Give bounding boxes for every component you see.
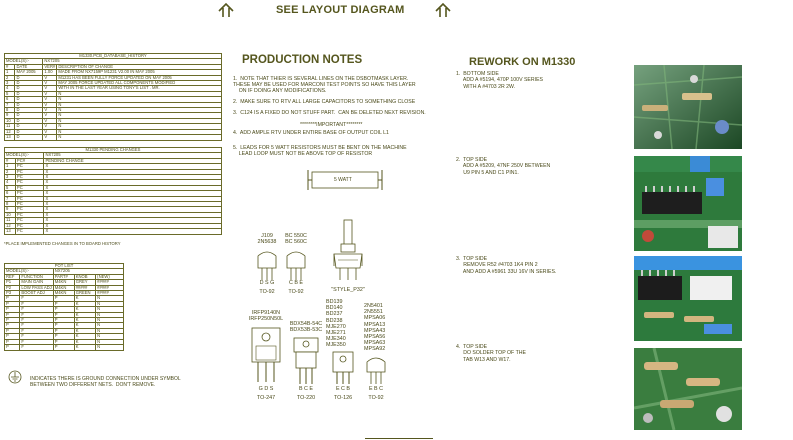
pending-cell: X	[44, 196, 222, 201]
pending-cell: X	[44, 223, 222, 228]
pending-cell: 13	[5, 229, 16, 234]
potlist-cell: P	[5, 345, 20, 350]
to92-c-drawing	[365, 356, 387, 388]
potlist-cell: N	[96, 296, 124, 301]
history-cell: D	[15, 108, 43, 113]
potlist-cell: F	[20, 334, 53, 339]
pending-footnote: *PLACE IMPLEMENTED CHANGES IN TO BOARD HISTORY	[4, 241, 121, 246]
potlist-cell: M4KN	[53, 285, 74, 290]
history-model-value: NX7205	[43, 59, 222, 64]
potlist-cell: K	[74, 312, 95, 317]
history-column-header: VER#	[44, 64, 56, 69]
rework-photo-2	[634, 156, 742, 251]
history-column-header: DATE	[15, 64, 43, 69]
pending-cell: X	[44, 185, 222, 190]
history-cell: WITH IN THE LAST YEAR USING TONY'S LIST . MR.	[57, 86, 222, 91]
potlist-cell: GREY	[74, 280, 95, 285]
potlist-cell: F	[20, 301, 53, 306]
history-cell: N	[57, 102, 222, 107]
potlist-cell: K	[74, 323, 95, 328]
history-cell: 1	[5, 70, 15, 75]
to247-parts: IRFP9140N IRFP250N50L	[248, 310, 284, 323]
potlist-cell: P	[5, 312, 20, 317]
history-cell: 2	[5, 75, 15, 80]
pending-cell: X	[44, 212, 222, 217]
history-cell: MAY 2005	[15, 70, 43, 75]
potlist-cell: P3	[5, 291, 20, 296]
pending-cell: X	[44, 180, 222, 185]
history-cell: 11	[5, 124, 15, 129]
history-cell: D	[15, 91, 43, 96]
pending-cell: PC	[15, 202, 44, 207]
pot-model-value: NX7205	[53, 269, 123, 274]
history-cell: V	[43, 86, 57, 91]
resistor-5w-label: 5 WATT	[334, 177, 352, 183]
pending-cell: X	[44, 218, 222, 223]
to220-drawing	[292, 336, 320, 388]
potlist-cell: P1	[5, 280, 20, 285]
history-cell: D	[15, 124, 43, 129]
pending-cell: PC	[15, 191, 44, 196]
history-cell: V	[43, 108, 57, 113]
history-cell: V	[43, 124, 57, 129]
history-cell: 4	[5, 86, 15, 91]
potlist-cell: P	[53, 301, 74, 306]
potlist-cell: P	[5, 334, 20, 339]
history-cell: 13	[5, 135, 15, 140]
to92-c-pins: E B C	[368, 386, 384, 392]
pending-cell: X	[44, 175, 222, 180]
history-cell: D	[15, 135, 43, 140]
history-cell: D	[15, 113, 43, 118]
to92-b-pins: C B E	[288, 280, 304, 286]
to126-drawing	[331, 350, 355, 388]
potlist-column-header: (NEW)	[96, 274, 124, 279]
potlist-column-header: FUNCTION	[20, 274, 53, 279]
history-cell: 3	[5, 81, 15, 86]
pending-cell: 12	[5, 223, 16, 228]
rework-photo-3	[634, 256, 742, 341]
pending-cell: X	[44, 207, 222, 212]
potlist-cell: P	[53, 339, 74, 344]
pending-title: M1330 PENDING CHANGES	[5, 148, 222, 153]
production-notes-title: PRODUCTION NOTES	[242, 54, 363, 66]
to220-pins: B C E	[298, 386, 314, 392]
history-table-row	[5, 135, 222, 140]
ground-note: INDICATES THERE IS GROUND CONNECTION UNDER SYMBOL BETWEEN TWO DIFFERENT NETS. DON'T REMOVE.	[30, 376, 181, 388]
pending-cell: 4	[5, 180, 16, 185]
pending-model-value: NX7205	[44, 153, 222, 158]
potlist-column-header: KNOB	[74, 274, 95, 279]
to92-a-name: TO-92	[259, 289, 275, 295]
potlist-cell: N	[96, 307, 124, 312]
pending-cell: PC	[15, 218, 44, 223]
to126-parts: BD139 BD140 BD237 BD238 MJE270 MJE271 MJE340 MJE350	[326, 299, 346, 349]
potlist-cell: #####	[96, 285, 124, 290]
potlist-cell: F	[20, 328, 53, 333]
up-arrow-icon	[217, 2, 235, 18]
potlist-cell: F	[20, 307, 53, 312]
potlist-cell: P	[5, 328, 20, 333]
potlist-cell: P	[5, 301, 20, 306]
history-cell: N	[57, 129, 222, 134]
potlist-cell: N	[96, 334, 124, 339]
to220-name: TO-220	[296, 395, 316, 401]
history-column-header: DESCRIPTION OF CHANGE	[57, 64, 222, 69]
potlist-table-row	[5, 285, 124, 290]
history-cell: M1231 HAS BEEN FULLY FORCE UPDATED ON MAY 2005	[57, 75, 222, 80]
potlist-cell: P	[5, 307, 20, 312]
ground-symbol-icon	[8, 370, 22, 384]
pot-model-label: MODEL(S):-	[5, 269, 54, 274]
potlist-cell: K	[74, 345, 95, 350]
history-cell: D	[15, 97, 43, 102]
potlist-cell: BOOST ADJ	[20, 291, 53, 296]
history-cell: MADE FROM NX7159P M1231 V2.00 IN MAY 2005	[57, 70, 222, 75]
potlist-cell: M4KN	[53, 280, 74, 285]
potlist-cell: P	[5, 318, 20, 323]
potlist-cell: K	[74, 328, 95, 333]
pending-cell: 3	[5, 175, 16, 180]
pending-table	[4, 147, 222, 235]
production-note-4: 4. ADD AMPLE RTV UNDER ENTIRE BASE OF OUTPUT COIL L1	[233, 130, 389, 136]
potlist-column-header: PART#	[53, 274, 74, 279]
to126-pins: E C B	[335, 386, 351, 392]
potlist-cell: M4KN	[53, 291, 74, 296]
pending-cell: PC	[15, 212, 44, 217]
history-model-label: MODEL(S):-	[5, 59, 43, 64]
history-cell: V	[43, 135, 57, 140]
potentiometer-drawing	[330, 218, 366, 284]
rework-title: REWORK ON M1330	[469, 56, 576, 68]
history-cell: 12	[5, 129, 15, 134]
up-arrow-icon	[434, 2, 452, 18]
pending-table-row	[5, 229, 222, 234]
potlist-cell: P	[53, 328, 74, 333]
to247-pins: G D S	[258, 386, 274, 392]
history-cell: V	[43, 118, 57, 123]
pending-cell: X	[44, 169, 222, 174]
pending-column-header: PENDING CHANGE	[44, 158, 222, 163]
potlist-cell: P	[53, 334, 74, 339]
potlist-cell: N	[96, 323, 124, 328]
history-cell: D	[15, 86, 43, 91]
history-cell: D	[15, 75, 43, 80]
pending-column-header: #	[5, 158, 16, 163]
pending-cell: PC	[15, 169, 44, 174]
potlist-cell: F	[20, 296, 53, 301]
history-cell: N	[57, 91, 222, 96]
pot-style-name: "STYLE_P32"	[331, 287, 365, 293]
potlist-cell: LOW PASS ADJ	[21, 285, 52, 290]
potlist-cell: GREEN	[74, 291, 95, 296]
pending-cell: 7	[5, 196, 16, 201]
history-cell: V	[43, 75, 57, 80]
to92-a-pins: D S G	[259, 280, 275, 286]
pending-cell: PC	[15, 185, 44, 190]
pending-cell: X	[44, 229, 222, 234]
history-cell: 6	[5, 97, 15, 102]
history-cell: MAY 2005 FORCE UPDATED ALL COMPONENTS MODIFIED	[57, 81, 222, 86]
history-cell: V	[43, 102, 57, 107]
pot-list-table	[4, 263, 124, 351]
pending-cell: PC	[15, 207, 44, 212]
history-cell: D	[15, 102, 43, 107]
history-cell: D	[15, 118, 43, 123]
pending-cell: 5	[5, 185, 16, 190]
to92-b-name: TO-92	[288, 289, 304, 295]
pending-cell: X	[44, 191, 222, 196]
pending-model-label: MODEL(S):-	[5, 153, 44, 158]
to220-parts: BDX54B-54C BDX53B-53C	[289, 321, 323, 334]
history-cell: 7	[5, 102, 15, 107]
pending-cell: 2	[5, 169, 16, 174]
potlist-cell: P	[53, 296, 74, 301]
potlist-cell: N	[96, 318, 124, 323]
production-note-2: 2. MAKE SURE TO RTV ALL LARGE CAPACITORS TO SOMETHING CLOSE	[233, 99, 416, 105]
history-column-header: #	[5, 64, 15, 69]
pending-cell: X	[44, 164, 222, 169]
rework-item-3: 3. TOP SIDE REMOVE R52 #4703 1K4 PIN 2 AND ADD A #5961 33U 16V IN SERIES.	[456, 256, 557, 275]
history-cell: N	[57, 124, 222, 129]
production-note-3: 3. C124 IS A FIXED DO NOT STUFF PART. CAN BE DELETED NEXT REVISION.	[233, 110, 426, 116]
potlist-cell: P	[53, 318, 74, 323]
potlist-cell: P2	[5, 285, 20, 290]
production-note-1: 1. NOTE THAT THIER IS SEVERAL LINES ON THE DSBOTMASK LAYER. THESE MAY BE USED FOR MARCONI TEST POINTS SO HAVE THIS LAYER ON IF DOING ANY MODIFICATIONS.	[233, 76, 416, 95]
history-cell: N	[57, 108, 222, 113]
potlist-cell: F	[20, 323, 53, 328]
history-title: M1330.PCB_DATABASE_HISTORY	[5, 54, 222, 59]
potlist-cell: K	[74, 339, 95, 344]
pot-list-title: POT LIST	[5, 264, 124, 269]
pending-cell: 6	[5, 191, 16, 196]
to247-drawing	[250, 326, 282, 386]
potlist-table-row	[5, 280, 124, 285]
history-cell: V	[43, 91, 57, 96]
history-cell: 10	[5, 118, 15, 123]
pending-cell: PC	[15, 223, 44, 228]
history-cell: V	[43, 129, 57, 134]
history-cell: N	[57, 97, 222, 102]
pending-cell: PC	[15, 175, 44, 180]
potlist-cell: K	[74, 301, 95, 306]
pending-cell: 10	[5, 212, 16, 217]
to92-c-parts: 2N5401 2N5551 MPSA06 MPSA13 MPSA43 MPSA56 MPSA63 MPSA92	[364, 303, 386, 353]
to92-c-name: TO-92	[368, 395, 384, 401]
pending-column-header: PC#	[15, 158, 44, 163]
potlist-cell: K	[74, 334, 95, 339]
potlist-cell: P	[53, 345, 74, 350]
potlist-cell: K	[74, 318, 95, 323]
potlist-cell: P	[53, 312, 74, 317]
potlist-cell: K	[74, 296, 95, 301]
potlist-cell: N	[96, 339, 124, 344]
potlist-cell: F	[20, 312, 53, 317]
history-cell: N	[57, 118, 222, 123]
potlist-cell: #####	[96, 291, 124, 296]
rework-photo-4	[634, 348, 742, 430]
history-cell: D	[15, 81, 43, 86]
rework-photo-1	[634, 65, 742, 149]
to92-b-drawing	[285, 250, 307, 284]
history-cell: N	[57, 135, 222, 140]
potlist-cell: P	[53, 307, 74, 312]
history-cell: V	[43, 113, 57, 118]
potlist-cell: N	[96, 345, 124, 350]
potlist-cell: P	[5, 339, 20, 344]
production-note-5: 5. LEADS FOR 5 WATT RESISTORS MUST BE BENT ON THE MACHINE LEAD LOOP MUST NOT BE ABOVE TOP OF RESISTOR	[233, 145, 407, 158]
pending-cell: X	[44, 202, 222, 207]
pending-cell: 8	[5, 202, 16, 207]
bottom-divider	[365, 438, 433, 439]
rework-item-4: 4. TOP SIDE DO SOLDER TOP OF THE TAB W13 AND W17.	[456, 344, 526, 363]
layout-diagram-title: SEE LAYOUT DIAGRAM	[276, 4, 405, 16]
potlist-cell: F	[20, 339, 53, 344]
production-important: ********IMPORTANT********	[300, 122, 363, 128]
to126-name: TO-126	[333, 395, 353, 401]
potlist-cell: #####	[96, 280, 124, 285]
potlist-table-row	[5, 345, 124, 350]
potlist-cell: P	[53, 323, 74, 328]
pending-cell: 11	[5, 218, 16, 223]
pending-cell: 9	[5, 207, 16, 212]
history-cell: V	[43, 81, 57, 86]
potlist-cell: N	[96, 301, 124, 306]
rework-item-1: 1. BOTTOM SIDE ADD A #5194, 470P 100V SERIES WITH A #4703 2R 2W.	[456, 71, 543, 90]
history-cell: 1.00	[43, 70, 57, 75]
potlist-cell: K	[74, 307, 95, 312]
potlist-cell: F	[20, 345, 53, 350]
to92-b-parts: BC 550C BC 560C	[285, 233, 307, 246]
history-cell: 8	[5, 108, 15, 113]
potlist-column-header: REF	[5, 274, 20, 279]
to247-name: TO-247	[256, 395, 276, 401]
to92-a-drawing	[256, 250, 278, 284]
potlist-cell: F	[20, 318, 53, 323]
potlist-table-row	[5, 291, 124, 296]
history-cell: N	[57, 113, 222, 118]
rework-item-2: 2. TOP SIDE ADD A #5209, 47NF 250V BETWEEN U9 PIN 5 AND C1 PIN1.	[456, 157, 551, 176]
pending-cell: PC	[15, 164, 44, 169]
pending-cell: PC	[15, 180, 44, 185]
history-cell: D	[15, 129, 43, 134]
potlist-cell: P	[5, 296, 20, 301]
to92-a-parts: J109 2N5638	[257, 233, 277, 246]
potlist-cell: N	[96, 312, 124, 317]
pending-cell: PC	[15, 229, 44, 234]
pending-cell: PC	[15, 196, 44, 201]
potlist-cell: N	[96, 328, 124, 333]
potlist-cell: #####	[74, 285, 95, 290]
history-cell: 5	[5, 91, 15, 96]
history-cell: V	[43, 97, 57, 102]
history-cell: 9	[5, 113, 15, 118]
potlist-cell: P	[5, 323, 20, 328]
history-table	[4, 53, 222, 141]
potlist-cell: MAIN GAIN	[20, 280, 53, 285]
pending-cell: 1	[5, 164, 16, 169]
